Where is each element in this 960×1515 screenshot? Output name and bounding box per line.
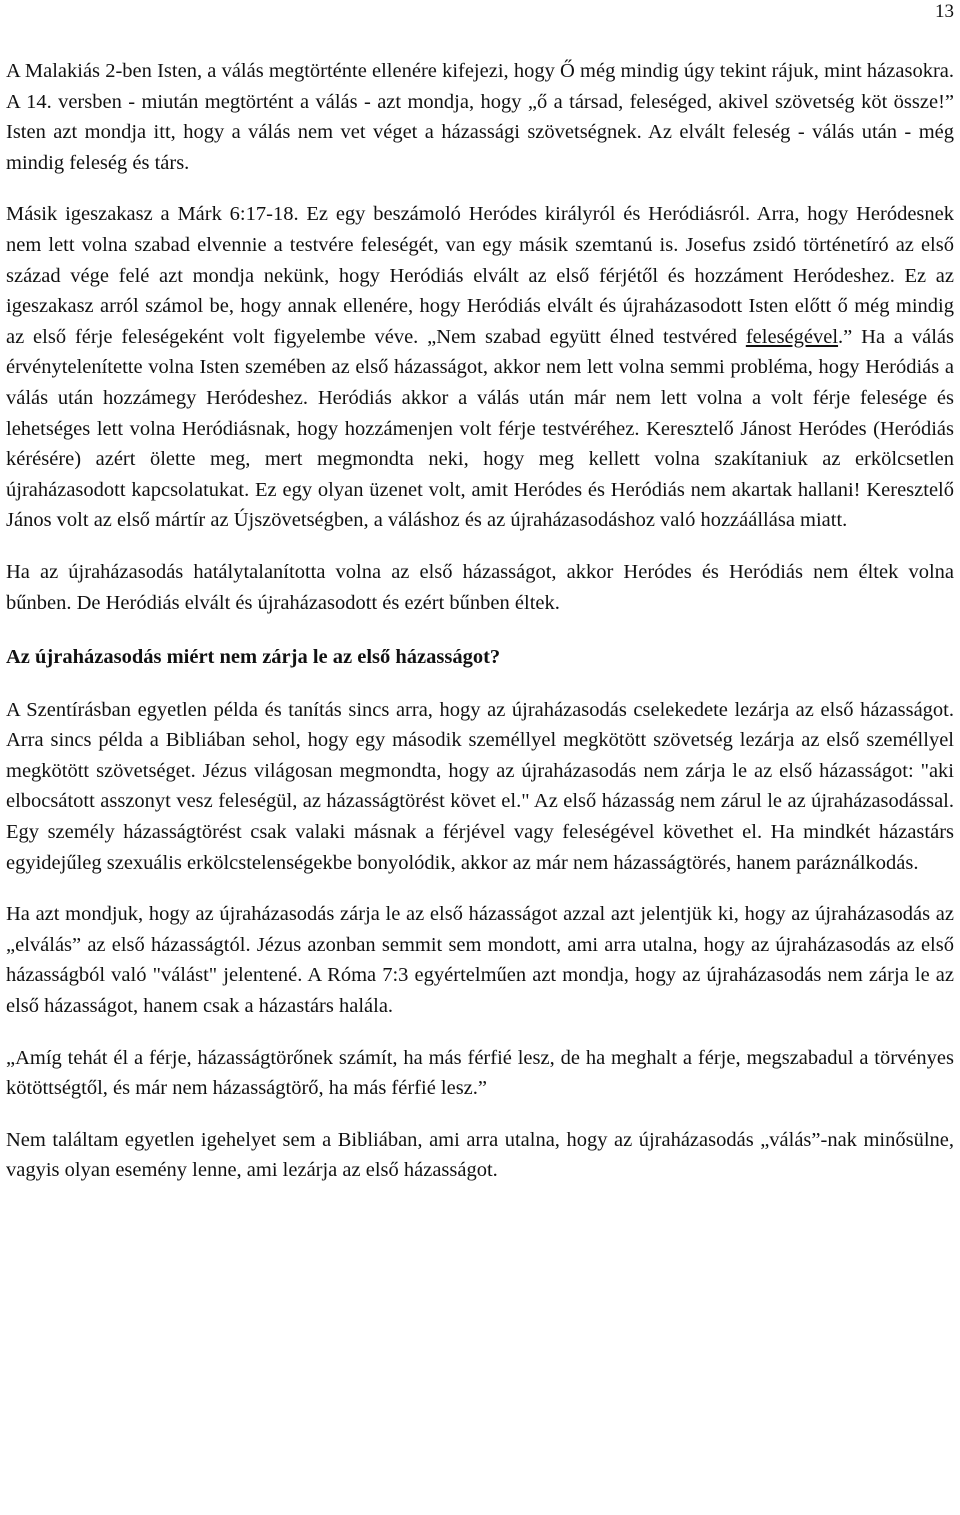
paragraph-malakias: A Malakiás 2-ben Isten, a válás megtörténte ellenére kifejezi, hogy Ő még mindig úgy tekint rájuk, mint házasokra. A 14. versben - miután megtörtént a válás - azt mondja, hogy „ő a társad, feleséged, akivel szövetség köt össze!” Isten azt mondja itt, hogy a válás nem vet véget a házassági szövetségnek. Az elvált feleség - válás után - még mindig feleség és társ. [6, 60, 954, 174]
paragraph-roma-quote: „Amíg tehát él a férje, házasságtörőnek számít, ha más férfié lesz, de ha meghalt a férje, megszabadul a törvényes kötöttségtől, és már nem házasságtörő, ha más férfié lesz.” [6, 1046, 954, 1100]
paragraph-closing: Nem találtam egyetlen igehelyet sem a Bibliában, ami arra utalna, hogy az újraházasodás „válás”-nak minősülne, vagyis olyan esemény lenne, ami lezárja az első házasságot. [6, 1128, 954, 1182]
paragraph-mark-text-end: .” Ha a válás érvénytelenítette volna Isten szemében az első házasságot, akkor nem lett volna semmi probléma, hogy Heródiás a válás után hozzámegy Heródeshez. Heródiás akkor a válás után már nem lett volna a volt férje felesége és lehetséges lett volna Heródiásnak, hogy hozzámenjen volt férje testvéréhez. Keresztelő Jánost Heródes (Heródiás kérésére) azért ölette meg, mert megmondta neki, hogy meg kellett volna szakítaniuk az erkölcsetlen újraházasodott kapcsolatukat. Ez egy olyan üzenet volt, amit Heródes és Heródiás nem akartak hallani! Keresztelő János volt az első mártír az Újszövetségben, a váláshoz és az újraházasodáshoz való hozzáállása miatt. [6, 325, 954, 532]
document-body [6, 56, 954, 1207]
paragraph-szentiras: A Szentírásban egyetlen példa és tanítás sincs arra, hogy az újraházasodás cselekedete lezárja az első házasságot. Arra sincs példa a Bibliában sehol, hogy egy második személlyel megkötött szövetség lezárja az első személlyel megkötött szövetséget. Jézus világosan megmondta, hogy az újraházasodás nem zárja le az első házasságot: "aki elbocsátott asszonyt vesz feleségül, az házasságtörést követ el." Az első házasság nem zárul le az újraházasodással. Egy személy házasságtörést csak valaki másnak a férjével vagy feleségével követhet el. Ha mindkét házastárs egyidejűleg szexuális erkölcstelenségekbe bonyolódik, akkor az már nem házasságtörés, hanem paráználkodás. [6, 698, 954, 874]
section-heading: Az újraházasodás miért nem zárja le az első házasságot? [6, 646, 501, 669]
underlined-word: feleségével [745, 325, 839, 348]
paragraph-mark [6, 199, 954, 536]
paragraph-mark-text-start: Másik igeszakasz a Márk 6:17-18. Ez egy beszámoló Heródes királyról és Heródiásról. Arra, hogy Heródesnek nem lett volna szabad elvennie a testvére feleségét, van egy másik szemtanú is. Josefus zsidó történetíró az első század vége felé azt mondja nekünk, hogy Heródiás elvált az első férjétől és hozzáment Heródeshez. Ez az igeszakasz arról számol be, hogy annak ellenére, hogy Heródiás elvált és újraházasodott Isten előtt ő még mindig az első férje feleségeként volt figyelembe véve. „Nem szabad együtt élned testvéred [6, 203, 954, 348]
paragraph-elvalas: Ha azt mondjuk, hogy az újraházasodás zárja le az első házasságot azzal azt jelentjük ki, hogy az újraházasodás az „elválás” az első házasságtól. Jézus azonban semmit sem mondott, ami arra utalna, hogy az újraházasodás az első házasságból való "válást" jelentené. A Róma 7:3 egyértelműen azt mondja, hogy az újraházasodás nem zárja le az első házasságot, hanem csak a házastárs halála. [6, 903, 954, 1018]
paragraph-herodes: Ha az újraházasodás hatálytalanította volna az első házasságot, akkor Heródes és Heródiás nem éltek volna bűnben. De Heródiás elvált és újraházasodott és ezért bűnben éltek. [6, 560, 954, 614]
page-number: 13 [935, 1, 954, 22]
